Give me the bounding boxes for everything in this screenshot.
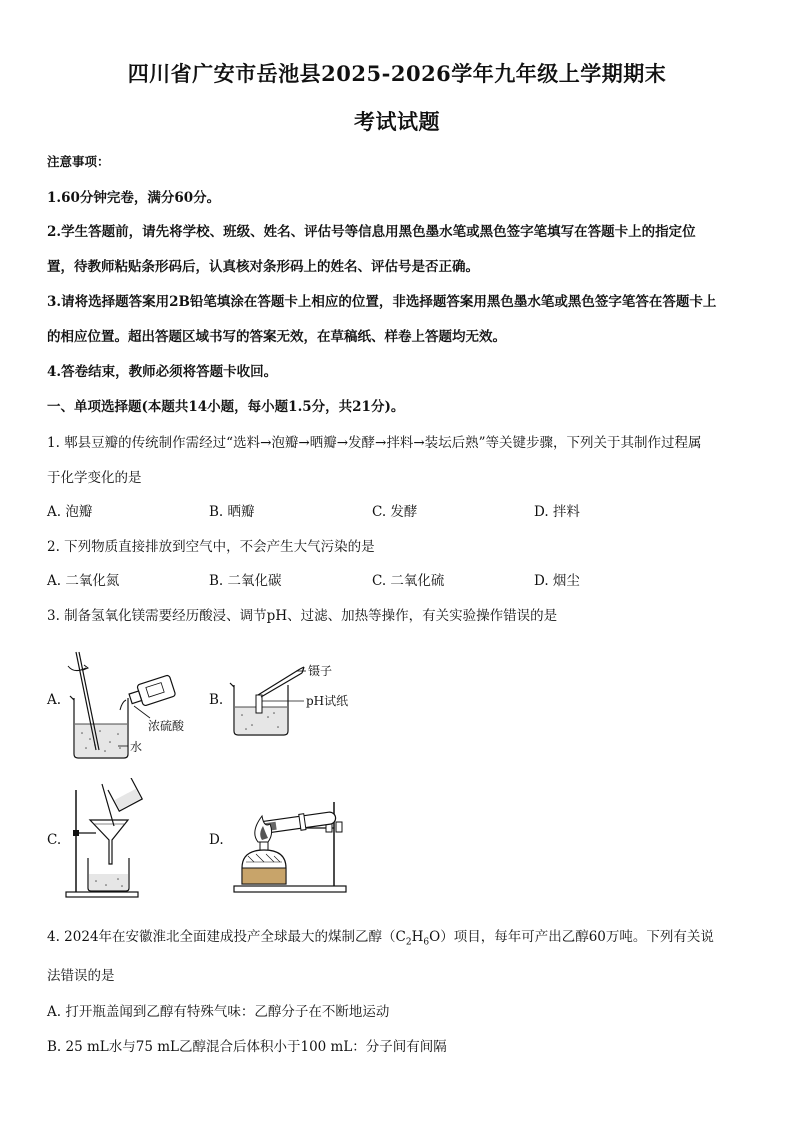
q2-option-a: A. 二氧化氮 [47, 573, 120, 589]
q3-option-d-letter: D. [209, 832, 224, 848]
notice-item-3b: 的相应位置。超出答题区域书写的答案无效，在草稿纸、样卷上答题均无效。 [47, 329, 506, 345]
notice-item-2a: 2.学生答题前，请先将学校、班级、姓名、评估号等信息用黑色墨水笔或黑色签字笔填写在答题卡上的指定位 [47, 224, 696, 240]
notice-item-4: 4.答卷结束，教师必须将答题卡收回。 [47, 364, 278, 380]
q4-option-a: A. 打开瓶盖闻到乙醇有特殊气味：乙醇分子在不断地运动 [47, 1004, 390, 1020]
q1-stem-b: 于化学变化的是 [47, 470, 142, 486]
q1-option-c: C. 发酵 [372, 504, 418, 520]
q3-figure-b-ph-test [222, 655, 362, 740]
notice-heading: 注意事项： [47, 154, 110, 169]
notice-item-1: 1.60分钟完卷，满分60分。 [47, 190, 221, 206]
q2-option-c: C. 二氧化硫 [372, 573, 445, 589]
q3-stem: 3. 制备氢氧化镁需要经历酸浸、调节pH、过滤、加热等操作，有关实验操作错误的是 [47, 608, 558, 624]
exam-title: 四川省广安市岳池县2025-2026学年九年级上学期期末 [127, 61, 667, 86]
q3-figure-d-heating [228, 790, 358, 895]
section-heading: 一、单项选择题(本题共14小题，每小题1.5分，共21分)。 [47, 399, 405, 415]
q3-figure-c-filtration [62, 778, 152, 900]
q4-stem-a-pre: 4. 2024年在安徽淮北全面建成投产全球最大的煤制乙醇（ [47, 929, 396, 945]
q2-stem: 2. 下列物质直接排放到空气中，不会产生大气污染的是 [47, 539, 375, 555]
q1-stem-a: 1. 郫县豆瓣的传统制作需经过“选料→泡瓣→晒瓣→发酵→拌料→装坛后熟”等关键步骤，下列关于其制作过程属 [47, 435, 702, 451]
label-ph-paper: pH试纸 [306, 694, 349, 708]
q3-option-b-letter: B. [209, 692, 224, 708]
exam-subtitle: 考试试题 [354, 109, 440, 134]
q2-option-b: B. 二氧化碳 [209, 573, 282, 589]
q3-option-c-letter: C. [47, 832, 62, 848]
ethanol-formula: $C_2H_6O$ [395, 929, 441, 948]
q1-option-b: B. 晒瓣 [209, 504, 255, 520]
q3-option-a-letter: A. [47, 692, 62, 708]
q4-stem-b: 法错误的是 [47, 968, 115, 984]
q3-figure-a-dilution [60, 638, 200, 763]
q4-stem-a-post: ）项目，每年可产出乙醇60万吨。下列有关说 [440, 929, 714, 945]
q4-stem-a [47, 925, 714, 948]
q1-option-a: A. 泡瓣 [47, 504, 93, 520]
q4-option-b: B. 25 mL水与75 mL乙醇混合后体积小于100 mL：分子间有间隔 [47, 1039, 447, 1055]
q2-option-d: D. 烟尘 [534, 573, 580, 589]
label-water: 水 [130, 740, 143, 754]
label-concentrated-acid: 浓硫酸 [148, 719, 185, 733]
q1-option-d: D. 拌料 [534, 504, 580, 520]
notice-item-2b: 置，待教师粘贴条形码后，认真核对条形码上的姓名、评估号是否正确。 [47, 259, 479, 275]
label-tweezers: 镊子 [308, 664, 333, 678]
notice-item-3a: 3.请将选择题答案用2B铅笔填涂在答题卡上相应的位置，非选择题答案用黑色墨水笔或黑色签字笔答在答题卡上 [47, 294, 717, 310]
